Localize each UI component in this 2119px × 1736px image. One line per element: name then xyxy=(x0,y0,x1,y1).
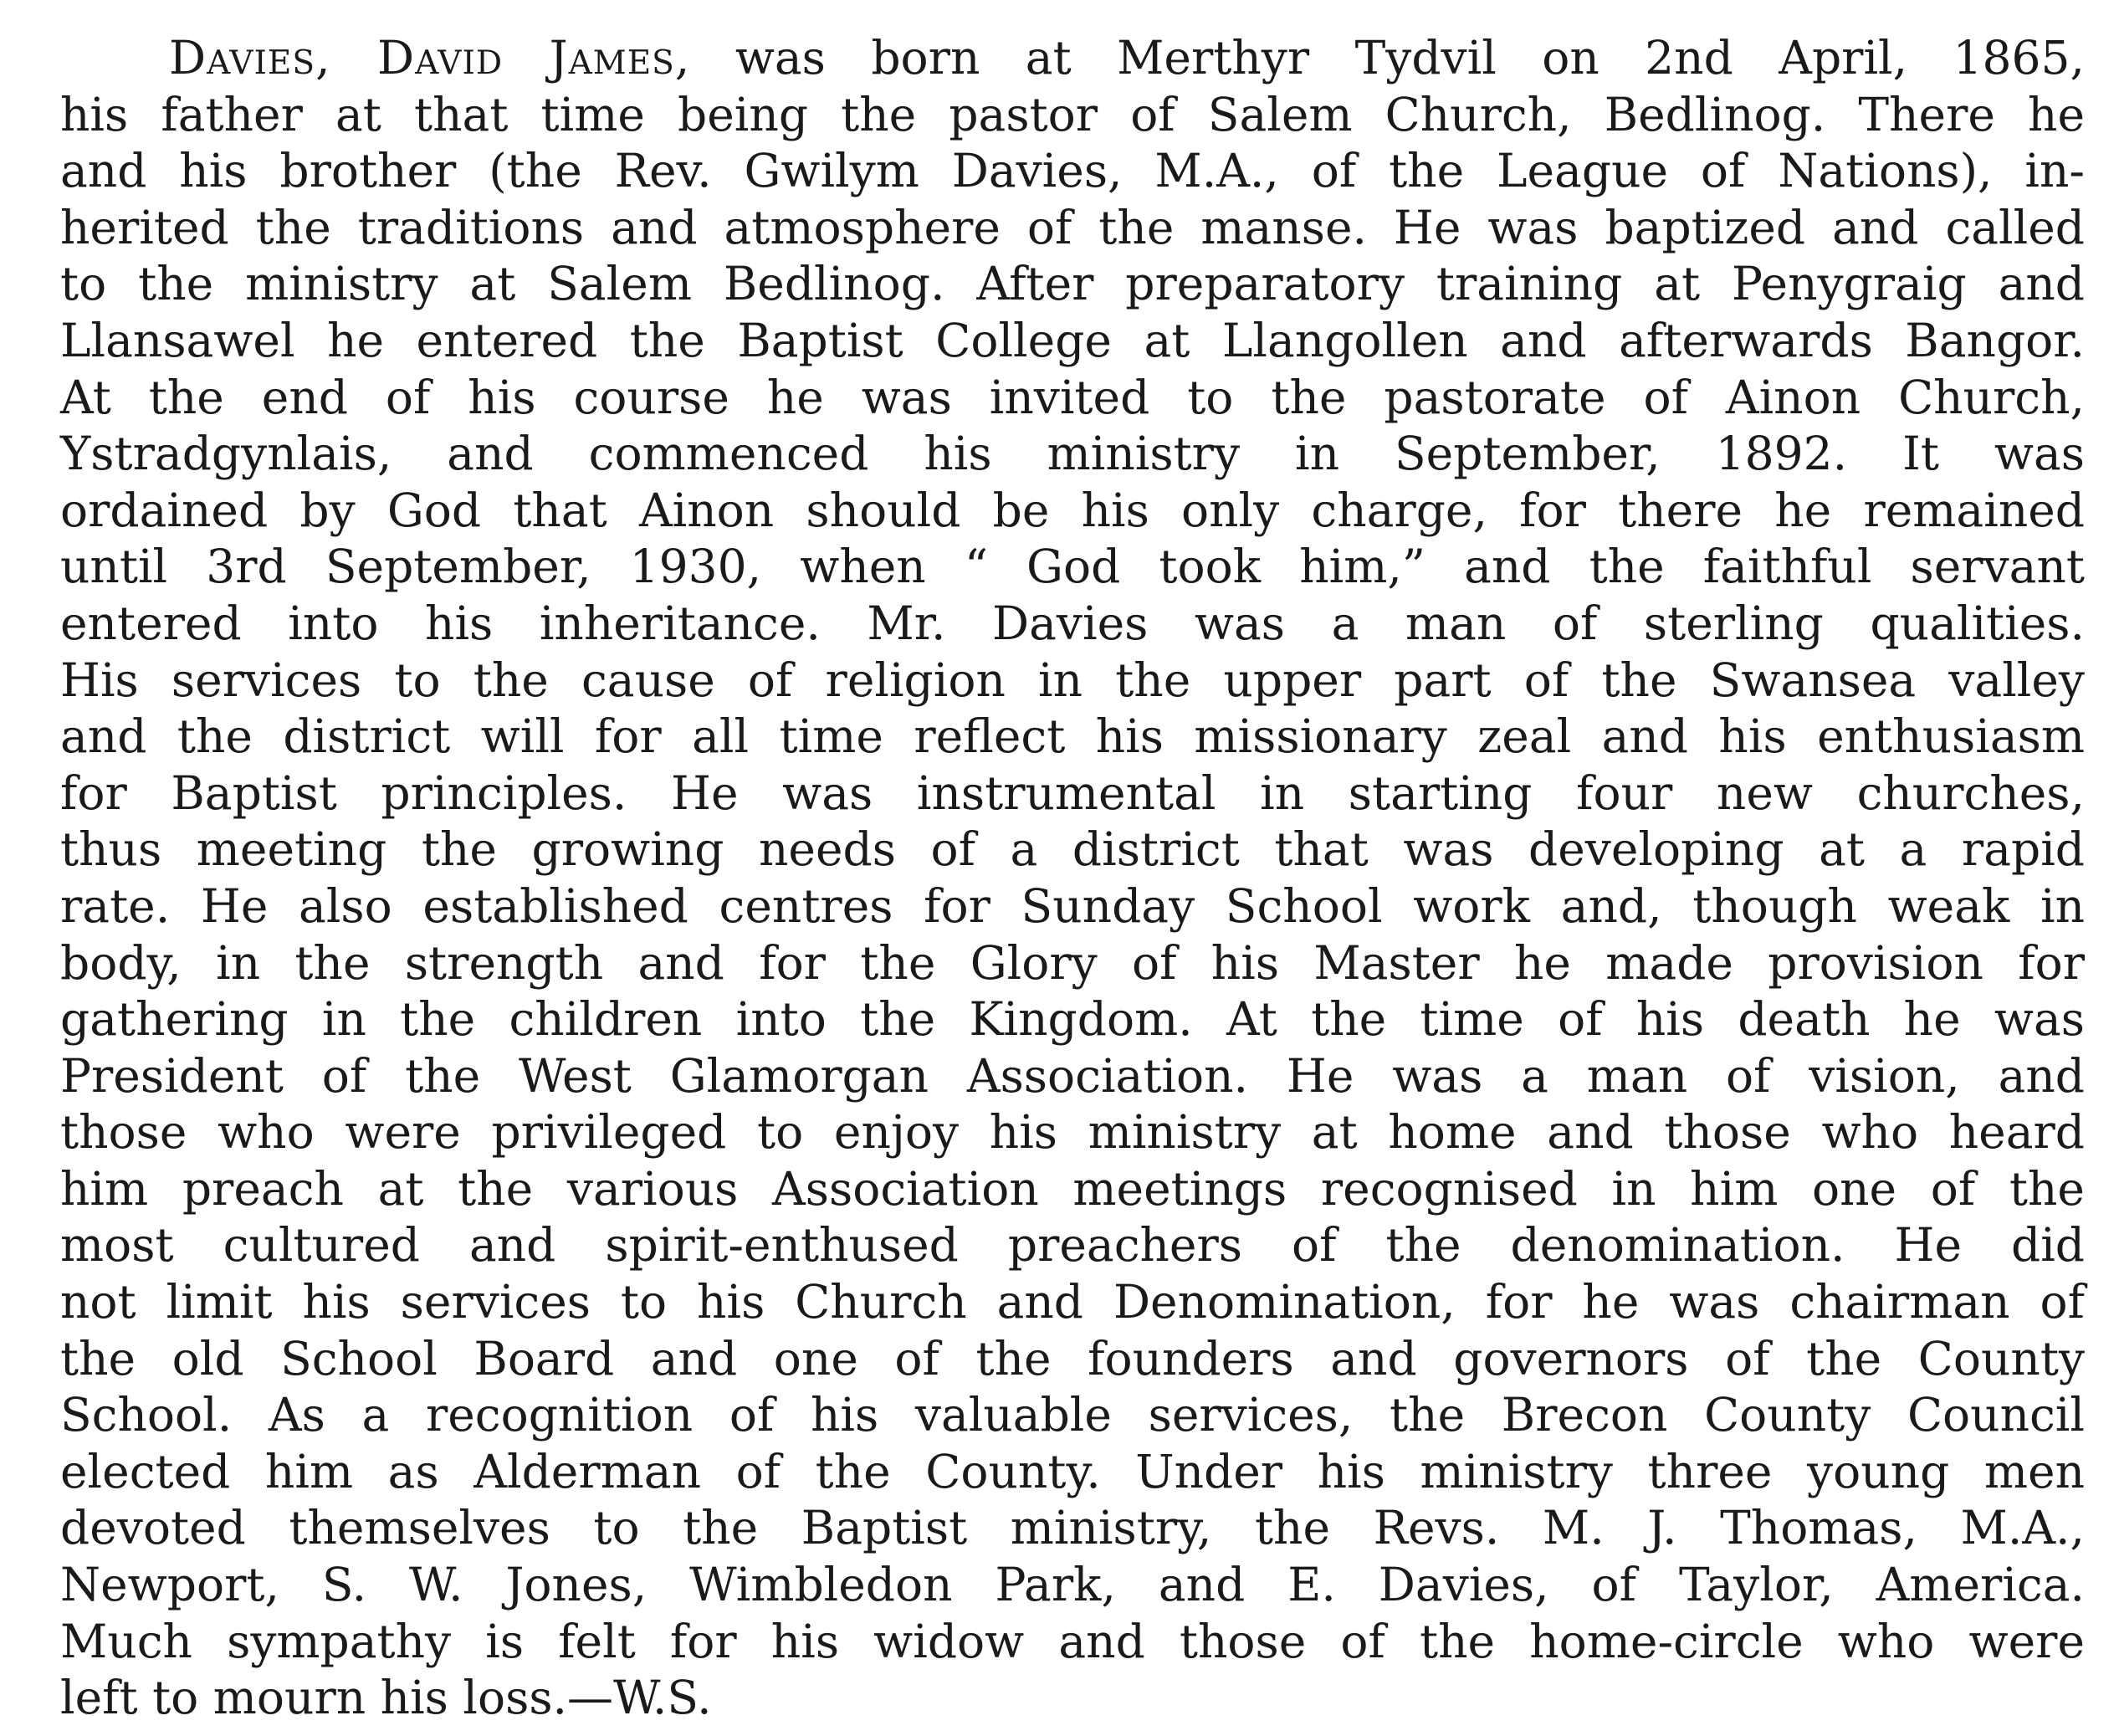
text-line: President of the West Glamorgan Association. He was a man of vision, and xyxy=(60,1048,2085,1103)
text-line xyxy=(60,30,2085,87)
text-line: thus meeting the growing needs of a district that was developing at a rapid xyxy=(60,822,2085,877)
text-line: most cultured and spirit-enthused preachers of the denomination. He did xyxy=(60,1218,2085,1273)
text-line: the old School Board and one of the founders and governors of the County xyxy=(60,1331,2085,1385)
text-line: and his brother (the Rev. Gwilym Davies, M.A., of the League of Nations), in- xyxy=(60,144,2085,198)
text-line: Ystradgynlais, and commenced his ministry in September, 1892. It was xyxy=(60,427,2085,481)
text-line: ordained by God that Ainon should be his only charge, for there he remained xyxy=(60,483,2085,537)
text-line: body, in the strength and for the Glory of his Master he made provision for xyxy=(60,935,2085,990)
text-line: herited the traditions and atmosphere of the manse. He was baptized and called xyxy=(60,200,2085,254)
text-line: until 3rd September, 1930, when “ God took him,” and the faithful servant xyxy=(60,540,2085,594)
line-text: , was born at Merthyr Tydvil on 2nd April, 1865, xyxy=(674,31,2085,84)
text-line: those who were privileged to enjoy his ministry at home and those who heard xyxy=(60,1105,2085,1160)
text-line: and the district will for all time reflect his missionary zeal and his enthusiasm xyxy=(60,709,2085,764)
text-line: At the end of his course he was invited to the pastorate of Ainon Church, xyxy=(60,370,2085,424)
lead-name: Davies, David James xyxy=(169,31,675,84)
text-line: rate. He also established centres for Sunday School work and, though weak in xyxy=(60,878,2085,933)
text-line: devoted themselves to the Baptist ministry, the Revs. M. J. Thomas, M.A., xyxy=(60,1501,2085,1555)
text-line: entered into his inheritance. Mr. Davies was a man of sterling qualities. xyxy=(60,596,2085,650)
text-line: Newport, S. W. Jones, Wimbledon Park, and E. Davies, of Taylor, America. xyxy=(60,1558,2085,1612)
text-line: to the ministry at Salem Bedlinog. After preparatory training at Penygraig and xyxy=(60,257,2085,311)
text-line: Llansawel he entered the Baptist College at Llangollen and afterwards Bangor. xyxy=(60,313,2085,367)
text-line: Much sympathy is felt for his widow and those of the home-circle who were xyxy=(60,1614,2085,1668)
text-line: not limit his services to his Church and Denomination, for he was chairman of xyxy=(60,1275,2085,1329)
text-line: him preach at the various Association meetings recognised in him one of the xyxy=(60,1161,2085,1216)
text-line: School. As a recognition of his valuable services, the Brecon County Council xyxy=(60,1388,2085,1442)
text-line: gathering in the children into the Kingdom. At the time of his death he was xyxy=(60,992,2085,1047)
text-line: his father at that time being the pastor of Salem Church, Bedlinog. There he xyxy=(60,87,2085,141)
text-line: His services to the cause of religion in the upper part of the Swansea valley xyxy=(60,653,2085,707)
text-line: left to mourn his loss.—W.S. xyxy=(60,1671,712,1725)
text-line: for Baptist principles. He was instrumental in starting four new churches, xyxy=(60,766,2085,820)
obituary-paragraph xyxy=(60,30,2085,1727)
text-line: elected him as Alderman of the County. Under his ministry three young men xyxy=(60,1444,2085,1498)
